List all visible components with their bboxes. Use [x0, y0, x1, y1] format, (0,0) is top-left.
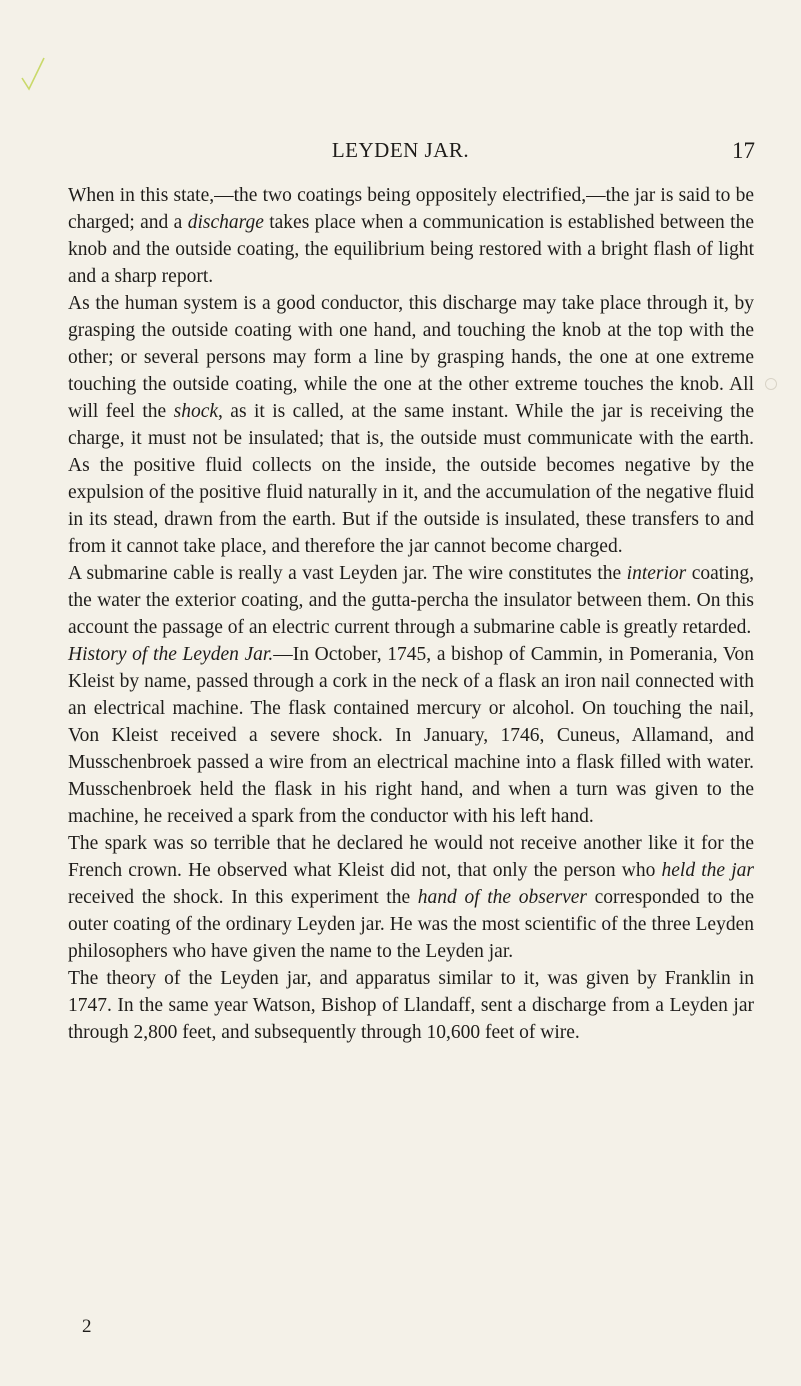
pencil-tick-mark [20, 56, 46, 92]
body-text [68, 182, 754, 1046]
paragraph [68, 560, 754, 641]
text-run: received the shock. In this experiment the [68, 887, 418, 908]
italic-text: discharge [187, 212, 264, 233]
paragraph [68, 290, 754, 560]
text-run: The spark was so terrible that he declared he would not receive another like it for the French crown. He observed what Kleist did not, that only the person who [68, 833, 754, 881]
text-run: The theory of the Leyden jar, and apparatus similar to it, was given by Franklin in 1747. In the same year Watson, Bishop of Llandaff, sent a discharge from a Leyden jar through 2,800 feet, and subsequently through 10,600 feet of wire. [68, 968, 754, 1043]
text-run: A submarine cable is really a vast Leyden jar. The wire constitutes the [68, 563, 627, 584]
italic-text: History of the Leyden Jar. [68, 644, 274, 665]
paper-speck [765, 378, 777, 390]
text-run: When in this state,—the two coatings being oppositely electrified,—the jar is said to be charged; and a [68, 185, 754, 233]
italic-text: hand of the observer [417, 887, 587, 908]
text-run: —In October, 1745, a bishop of Cammin, in Pomerania, Von Kleist by name, passed through a cork in the neck of a flask an iron nail connected with an electrical machine. The flask contained mercury or alcohol. On touching the nail, Von Kleist received a severe shock. In January, 1746, Cuneus, Allamand, and Musschenbroek passed a wire from an electrical machine into a flask filled with water. Musschenbroek held the flask in his right hand, and when a turn was given to the machine, he received a spark from the conductor with his left hand. [68, 644, 755, 827]
paragraph [68, 641, 754, 830]
italic-text: shock [173, 401, 219, 422]
running-head [0, 138, 801, 178]
paragraph [68, 830, 754, 965]
italic-text: held the jar [661, 860, 754, 881]
italic-text: interior [626, 563, 687, 584]
text-run: As the human system is a good conductor, this discharge may take place through it, by grasping the outside coating with one hand, and touching the knob at the top with the other; or several persons may form a line by grasping hands, the one at one extreme touching the outside coating, while the one at the other extreme touches the knob. All will feel the [68, 293, 754, 422]
page-number: 17 [732, 138, 755, 163]
signature-mark: 2 [82, 1316, 92, 1337]
paragraph [68, 182, 754, 290]
text-run: corresponded to the outer coating of the ordinary Leyden jar. He was the most scientific of the three Leyden philosophers who have given the name to the Leyden jar. [68, 887, 754, 962]
text-run: , as it is called, at the same instant. While the jar is receiving the charge, it must not be insulated; that is, the outside must communicate with the earth. As the positive fluid collects on the inside, the outside becomes negative by the expulsion of the positive fluid naturally in it, and the accumulation of the negative fluid in its stead, drawn from the earth. But if the outside is insulated, these transfers to and from it cannot take place, and therefore the jar cannot become charged. [68, 401, 754, 557]
running-head-title: LEYDEN JAR. [331, 138, 470, 162]
text-run: takes place when a communication is established between the knob and the outside coating, the equilibrium being restored with a bright flash of light and a sharp report. [68, 212, 754, 287]
text-run: coating, the water the exterior coating, and the gutta-percha the insulator between them. On this account the passage of an electric current through a submarine cable is greatly retarded. [68, 563, 754, 638]
paragraph [68, 965, 754, 1046]
